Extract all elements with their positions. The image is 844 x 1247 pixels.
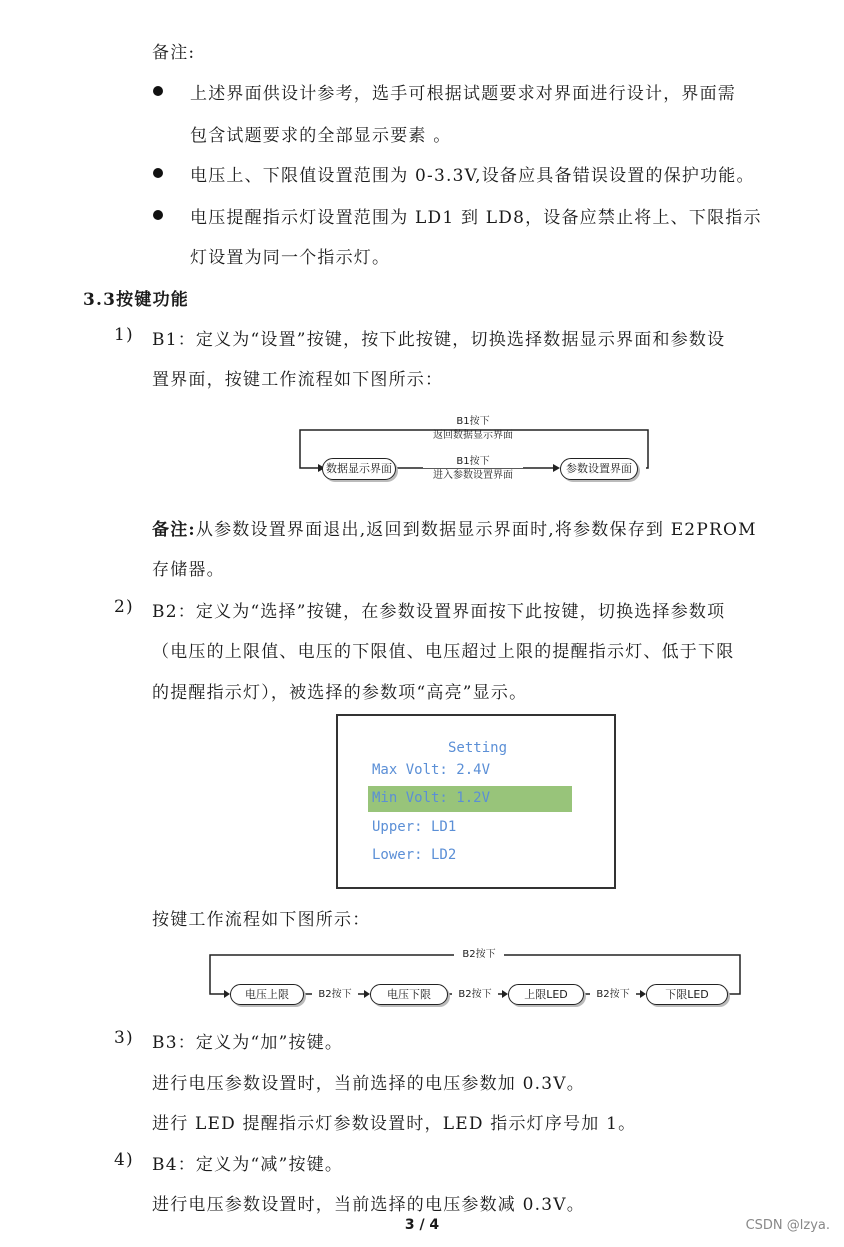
node-lower-led: 下限LED — [646, 984, 728, 1005]
note-3-line-1: 电压提醒指示灯设置范围为 LD1 到 LD8，设备应禁止将上、下限指示 — [190, 208, 762, 228]
bullet-icon — [153, 86, 163, 96]
b1-number: 1) — [114, 325, 134, 345]
b2-flow-diagram — [206, 945, 746, 1010]
b4-number: 4) — [114, 1150, 134, 1170]
note-3-line-2: 灯设置为同一个指示灯。 — [190, 248, 391, 268]
notes-heading: 备注: — [152, 43, 196, 63]
b2-line-3: 的提醒指示灯），被选择的参数项“高亮”显示。 — [152, 683, 528, 703]
b2-arrow-label-2: B2按下 — [452, 988, 498, 1001]
b3-line-2: 进行 LED 提醒指示灯参数设置时，LED 指示灯序号加 1。 — [152, 1114, 637, 1134]
bullet-icon — [153, 210, 163, 220]
page-number: 3 / 4 — [404, 1217, 440, 1233]
b1-remark-line-2: 存储器。 — [152, 560, 225, 580]
lcd-item-lower: Lower: LD2 — [372, 847, 457, 863]
bullet-icon — [153, 168, 163, 178]
note-1-line-2: 包含试题要求的全部显示要素 。 — [190, 126, 452, 146]
b2-line-2: （电压的上限值、电压的下限值、电压超过上限的提醒指示灯、低于下限 — [152, 642, 735, 662]
note-1-line-1: 上述界面供设计参考，选手可根据试题要求对界面进行设计，界面需 — [190, 84, 736, 104]
lcd-item-upper: Upper: LD1 — [372, 819, 457, 835]
node-param-setting: 参数设置界面 — [560, 458, 638, 480]
mid-label-2: 进入参数设置界面 — [423, 469, 523, 482]
lcd-item-min-volt: Min Volt: 1.2V — [372, 790, 491, 806]
b4-title: B4：定义为“减”按键。 — [152, 1155, 344, 1175]
b3-line-1: 进行电压参数设置时，当前选择的电压参数加 0.3V。 — [152, 1074, 585, 1094]
lcd-item-max-volt: Max Volt: 2.4V — [372, 762, 491, 778]
b1-line-2: 置界面，按键工作流程如下图所示： — [152, 370, 444, 390]
section-title: 3.3按键功能 — [83, 290, 189, 310]
b2-arrow-label-3: B2按下 — [590, 988, 636, 1001]
b1-flow-diagram — [298, 412, 650, 487]
b3-title: B3：定义为“加”按键。 — [152, 1033, 344, 1053]
b2-number: 2) — [114, 597, 134, 617]
b1-line-1: B1：定义为“设置”按键，按下此按键，切换选择数据显示界面和参数设 — [152, 330, 726, 350]
b2-return-label: B2按下 — [454, 948, 504, 961]
b2-line-1: B2：定义为“选择”按键，在参数设置界面按下此按键，切换选择参数项 — [152, 602, 726, 622]
b2-arrow-label-1: B2按下 — [312, 988, 358, 1001]
note-2-line-1: 电压上、下限值设置范围为 0-3.3V,设备应具备错误设置的保护功能。 — [190, 166, 755, 186]
b1-remark-line-1 — [152, 515, 757, 540]
watermark: CSDN @lzya. — [745, 1218, 830, 1233]
node-data-display: 数据显示界面 — [322, 458, 396, 480]
lcd-title: Setting — [448, 740, 508, 756]
remark-text: 从参数设置界面退出,返回到数据显示界面时,将参数保存到 E2PROM — [195, 520, 757, 540]
b2-flow-caption: 按键工作流程如下图所示： — [152, 910, 371, 930]
top-label-1: B1按下 — [423, 415, 523, 428]
mid-label-1: B1按下 — [423, 455, 523, 468]
remark-bold-label: 备注: — [152, 520, 196, 540]
b3-number: 3) — [114, 1028, 134, 1048]
lcd-setting-screen — [336, 714, 616, 889]
top-label-2: 返回数据显示界面 — [433, 430, 513, 441]
node-volt-lower: 电压下限 — [370, 984, 448, 1005]
b4-line-1: 进行电压参数设置时，当前选择的电压参数减 0.3V。 — [152, 1195, 585, 1215]
node-volt-upper: 电压上限 — [230, 984, 304, 1005]
node-upper-led: 上限LED — [508, 984, 584, 1005]
